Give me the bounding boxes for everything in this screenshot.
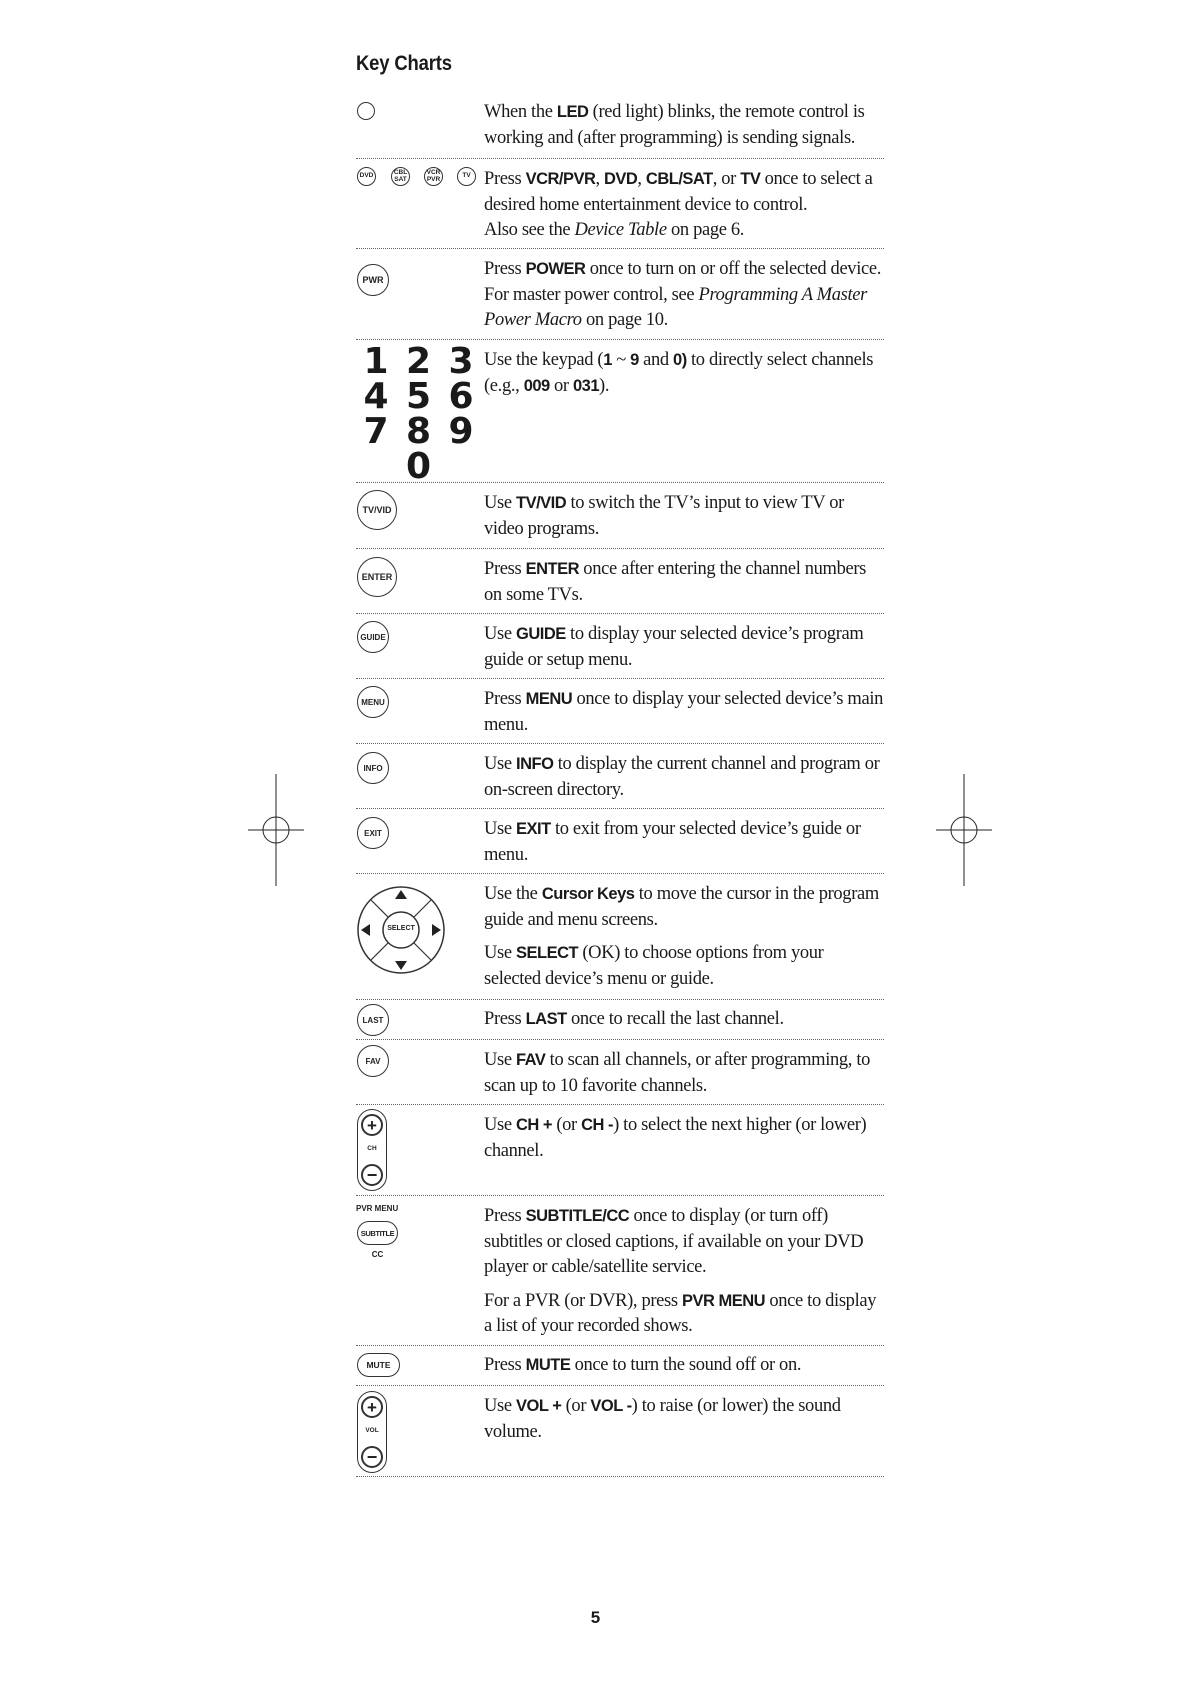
right-arrow-icon bbox=[432, 924, 441, 936]
device-keys-description: Press VCR/PVR, DVD, CBL/SAT, or TV once to select a desired home entertainment device to control. Also see the Device Table on page 6. bbox=[484, 169, 873, 240]
digit-key: 8 bbox=[405, 411, 432, 452]
menu-button-icon: MENU bbox=[357, 686, 389, 718]
vcr-pvr-button-icon: VCR PVR bbox=[424, 167, 443, 186]
digit-key: 7 bbox=[363, 411, 389, 452]
power-description: Press POWER once to turn on or off the selected device. For master power control, see Programming A Master Power Macro on page 10. bbox=[484, 259, 881, 330]
row-power bbox=[356, 249, 884, 340]
tv-vid-button-icon: TV/VID bbox=[357, 490, 397, 530]
up-arrow-icon bbox=[395, 890, 407, 899]
row-menu bbox=[356, 679, 884, 744]
info-button-icon: INFO bbox=[357, 752, 389, 784]
select-button-label: SELECT bbox=[387, 925, 415, 932]
row-device-keys bbox=[356, 159, 884, 249]
row-subtitle bbox=[356, 1196, 884, 1346]
power-button-icon: PWR bbox=[357, 264, 389, 296]
row-cursor-keys bbox=[356, 874, 884, 1000]
exit-button-icon: EXIT bbox=[357, 817, 389, 849]
minus-icon: − bbox=[361, 1446, 383, 1468]
row-channel bbox=[356, 1105, 884, 1196]
registration-mark-left bbox=[248, 774, 304, 886]
tv-button-icon: TV bbox=[457, 167, 476, 186]
row-last bbox=[356, 1000, 884, 1040]
led-description: When the LED (red light) blinks, the remote control is working and (after programming) is sending signals. bbox=[484, 102, 865, 148]
page-number: 5 bbox=[590, 1608, 601, 1627]
digit-key: 2 bbox=[405, 341, 432, 382]
digit-key: 3 bbox=[448, 341, 474, 382]
down-arrow-icon bbox=[395, 961, 407, 970]
row-keypad bbox=[356, 340, 884, 487]
exit-description: Use EXIT to exit from your selected device’s guide or menu. bbox=[484, 819, 861, 865]
keypad-description: Use the keypad (1 ~ 9 and 0) to directly select channels (e.g., 009 or 031). bbox=[484, 350, 874, 396]
digit-key: 1 bbox=[363, 341, 389, 382]
last-description: Press LAST once to recall the last channel. bbox=[484, 1009, 784, 1029]
last-button-icon: LAST bbox=[357, 1004, 389, 1036]
menu-description: Press MENU once to display your selected device’s main menu. bbox=[484, 689, 884, 735]
mute-button-icon: MUTE bbox=[357, 1353, 400, 1377]
fav-button-icon: FAV bbox=[357, 1045, 389, 1077]
minus-icon: − bbox=[361, 1164, 383, 1186]
tv-vid-description: Use TV/VID to switch the TV’s input to view TV or video programs. bbox=[484, 493, 844, 539]
cbl-sat-button-icon: CBL SAT bbox=[391, 167, 410, 186]
row-fav bbox=[356, 1040, 884, 1105]
digit-key: 0 bbox=[405, 446, 432, 487]
row-led bbox=[356, 92, 884, 159]
cursor-keys-description: Use the Cursor Keys to move the cursor in the program guide and menu screens. Use SELECT (OK) to choose options from your selected device’s menu or guide. bbox=[484, 884, 879, 989]
left-arrow-icon bbox=[361, 924, 370, 936]
plus-icon: + bbox=[361, 1396, 383, 1418]
info-description: Use INFO to display the current channel and program or on-screen directory. bbox=[484, 754, 880, 800]
row-enter bbox=[356, 549, 884, 614]
digit-key: 4 bbox=[363, 376, 389, 417]
enter-description: Press ENTER once after entering the channel numbers on some TVs. bbox=[484, 559, 867, 605]
key-chart-table bbox=[356, 92, 884, 1477]
volume-description: Use VOL + (or VOL -) to raise (or lower) the sound volume. bbox=[484, 1396, 841, 1442]
row-tv-vid bbox=[356, 483, 884, 549]
guide-button-icon: GUIDE bbox=[357, 621, 389, 653]
subtitle-button-icon: SUBTITLE bbox=[357, 1221, 398, 1245]
number-keypad-icon bbox=[356, 341, 478, 487]
row-exit bbox=[356, 809, 884, 874]
row-volume bbox=[356, 1386, 884, 1477]
led-icon bbox=[357, 102, 375, 120]
guide-description: Use GUIDE to display your selected device’s program guide or setup menu. bbox=[484, 624, 864, 670]
subtitle-description: Press SUBTITLE/CC once to display (or turn off) subtitles or closed captions, if available on your DVD player or cable/satellite service. For a PVR (or DVR), press PVR MENU once to display a list of your recorded shows. bbox=[484, 1206, 877, 1336]
plus-icon: + bbox=[361, 1114, 383, 1136]
mute-description: Press MUTE once to turn the sound off or on. bbox=[484, 1355, 802, 1375]
digit-key: 9 bbox=[448, 411, 474, 452]
row-info bbox=[356, 744, 884, 809]
page-title: Key Charts bbox=[356, 52, 452, 75]
dvd-button-icon: DVD bbox=[357, 167, 376, 186]
vol-label: VOL bbox=[365, 1427, 379, 1434]
registration-mark-right bbox=[936, 774, 992, 886]
ch-label: CH bbox=[367, 1145, 377, 1152]
digit-key: 5 bbox=[405, 376, 432, 417]
pvr-menu-label: PVR MENU bbox=[356, 1204, 399, 1213]
row-mute bbox=[356, 1346, 884, 1386]
fav-description: Use FAV to scan all channels, or after programming, to scan up to 10 favorite channels. bbox=[484, 1050, 871, 1096]
row-guide bbox=[356, 614, 884, 679]
channel-description: Use CH + (or CH -) to select the next higher (or lower) channel. bbox=[484, 1115, 867, 1161]
enter-button-icon: ENTER bbox=[357, 557, 397, 597]
digit-key: 6 bbox=[448, 376, 474, 417]
cc-label: CC bbox=[371, 1250, 384, 1259]
